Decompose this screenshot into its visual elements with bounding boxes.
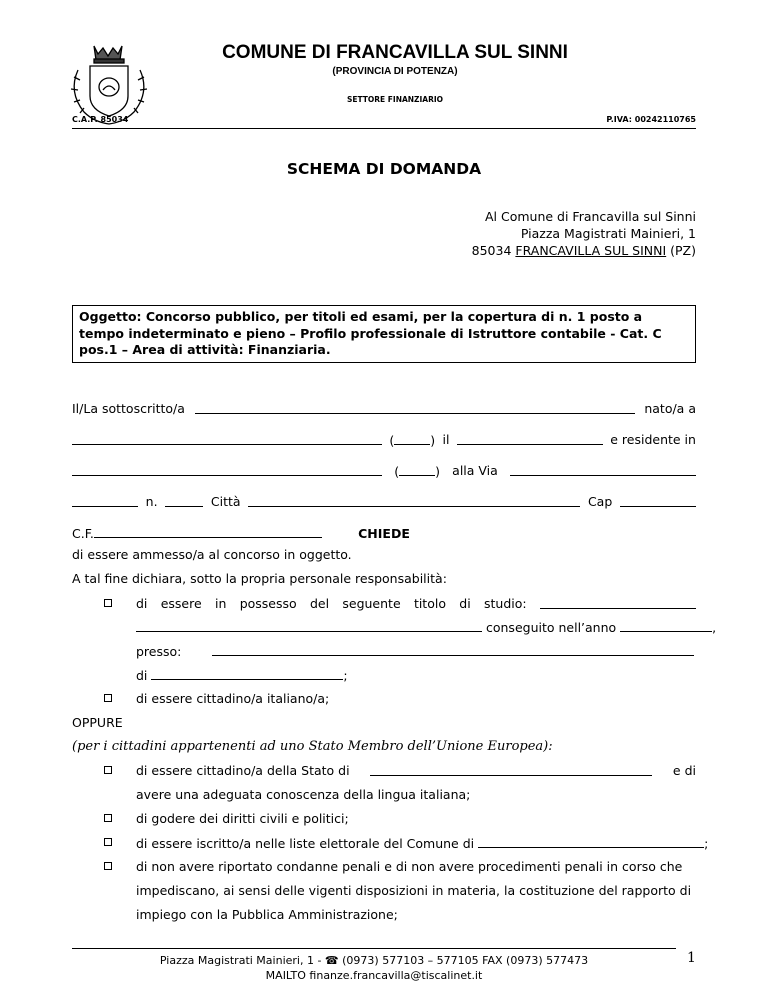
conseguito-line: conseguito nell’anno , [136, 619, 696, 635]
recipient-zip: 85034 [471, 243, 516, 258]
titolo-word: seguente [342, 596, 401, 611]
birthplace-field[interactable] [72, 432, 382, 445]
recipient-line3 [472, 242, 696, 259]
cap-field-label: Cap [587, 494, 613, 509]
condanne-line-1: di non avere riportato condanne penali e di non avere procedimenti penali in corso che [136, 859, 683, 874]
titolo-word: del [309, 596, 330, 611]
presso-label: presso: [136, 644, 182, 659]
year-field[interactable] [620, 619, 712, 632]
recipient-city: FRANCAVILLA SUL SINNI [515, 243, 667, 258]
titolo-word: in [214, 596, 227, 611]
document-title: SCHEMA DI DOMANDA [286, 160, 482, 178]
page-number: 1 [687, 950, 696, 966]
cittadino-text: di essere cittadino/a italiano/a; [136, 691, 330, 706]
birthdate-field[interactable] [457, 432, 603, 445]
form-line-address [72, 494, 696, 509]
footer [72, 953, 676, 983]
di-label: di [136, 668, 148, 683]
checkbox-iscritto[interactable] [104, 838, 112, 849]
form-line-birth: ( ) il e residente in [72, 432, 696, 448]
oppure-text: OPPURE [72, 715, 123, 730]
checkbox-condanne[interactable] [104, 862, 112, 873]
municipality-title: COMUNE DI FRANCAVILLA SUL SINNI [222, 42, 568, 63]
di-line: di ; [136, 668, 348, 683]
residente-label: e residente in [610, 432, 696, 447]
footer-divider [72, 948, 676, 949]
ue-text: di essere cittadino/a della Stato di [136, 763, 350, 778]
iscritto-text: di essere iscritto/a nelle liste elettorale del Comune di [136, 836, 475, 851]
titolo-field[interactable] [540, 596, 696, 609]
header-divider [72, 128, 696, 129]
sector-label: SETTORE FINANZIARIO [346, 95, 444, 104]
ue-line-2: avere una adeguata conoscenza della lingua italiana; [136, 787, 471, 802]
city-field[interactable] [248, 494, 580, 507]
ue-edi: e di [672, 763, 696, 778]
ammesso-text: di essere ammesso/a al concorso in oggetto. [72, 547, 352, 562]
ue-state-field[interactable] [370, 763, 652, 776]
checkbox-cittadino[interactable] [104, 694, 112, 705]
nato-label: nato/a a [644, 401, 696, 416]
street-number-prefix-field[interactable] [72, 494, 138, 507]
presso-line [136, 643, 696, 659]
di-field[interactable] [151, 667, 343, 680]
titolo-field-2[interactable] [136, 619, 482, 632]
titolo-line [136, 596, 696, 611]
form-line-residence: ( ) alla Via [72, 463, 696, 479]
diritti-text: di godere dei diritti civili e politici; [136, 811, 349, 826]
recipient-line2: Piazza Magistrati Mainieri, 1 [520, 226, 696, 241]
sottoscritto-label: Il/La sottoscritto/a [72, 401, 185, 416]
ue-note: (per i cittadini appartenenti ad uno Stato Membro dell’Unione Europea): [72, 739, 553, 754]
subject-box: Oggetto: Concorso pubblico, per titoli ed esami, per la copertura di n. 1 posto a tempo indeterminato e pieno – Profilo professionale di Istruttore contabile - Cat. C pos.1 – Area di attività: Finanziaria. [72, 305, 696, 363]
comune-field[interactable] [478, 835, 704, 848]
il-label: il [442, 432, 450, 447]
residence-field[interactable] [72, 463, 382, 476]
recipient-line1: Al Comune di Francavilla sul Sinni [484, 209, 696, 224]
recipient-province: (PZ) [666, 243, 696, 258]
titolo-word: essere [160, 596, 202, 611]
street-number-field[interactable] [165, 494, 203, 507]
presso-field[interactable] [212, 643, 694, 656]
condanne-line-3: impiego con la Pubblica Amministrazione; [136, 907, 398, 922]
titolo-word: titolo [413, 596, 446, 611]
birth-province-field[interactable] [394, 432, 430, 445]
recipient-address [472, 208, 696, 259]
piva-label: P.IVA: 00242110765 [606, 115, 696, 124]
street-field[interactable] [510, 463, 696, 476]
citta-label: Città [210, 494, 241, 509]
chiede-heading: CHIEDE [358, 526, 410, 541]
ue-line [136, 763, 696, 778]
checkbox-diritti[interactable] [104, 814, 112, 825]
footer-address: Piazza Magistrati Mainieri, 1 - ☎ (0973) 577103 – 577105 FAX (0973) 577473 [159, 954, 589, 967]
footer-email: MAILTO finanze.francavilla@tiscalinet.it [265, 969, 483, 982]
form-line-name [72, 401, 696, 416]
cap-label: C.A.P. 85034 [72, 115, 129, 124]
province-subtitle: (PROVINCIA DI POTENZA) [332, 66, 458, 77]
cap-field[interactable] [620, 494, 696, 507]
residence-province-field[interactable] [399, 463, 435, 476]
titolo-word: possesso [239, 596, 297, 611]
checkbox-ue[interactable] [104, 766, 112, 777]
number-label: n. [145, 494, 158, 509]
conseguito-label: conseguito nell’anno [485, 620, 617, 635]
condanne-line-2: impediscano, ai sensi delle vigenti disposizioni in materia, la costituzione del rapporto di [136, 883, 692, 898]
cf-label: C.F. [72, 526, 94, 541]
titolo-word: di [459, 596, 471, 611]
dichiara-text: A tal fine dichiara, sotto la propria personale responsabilità: [72, 571, 447, 586]
name-field[interactable] [195, 401, 635, 414]
titolo-word: studio: [484, 596, 527, 611]
iscritto-line: di essere iscritto/a nelle liste elettorale del Comune di ; [136, 836, 709, 851]
via-label: alla Via [452, 463, 498, 478]
titolo-word: di [136, 596, 148, 611]
checkbox-titolo[interactable] [104, 599, 112, 610]
